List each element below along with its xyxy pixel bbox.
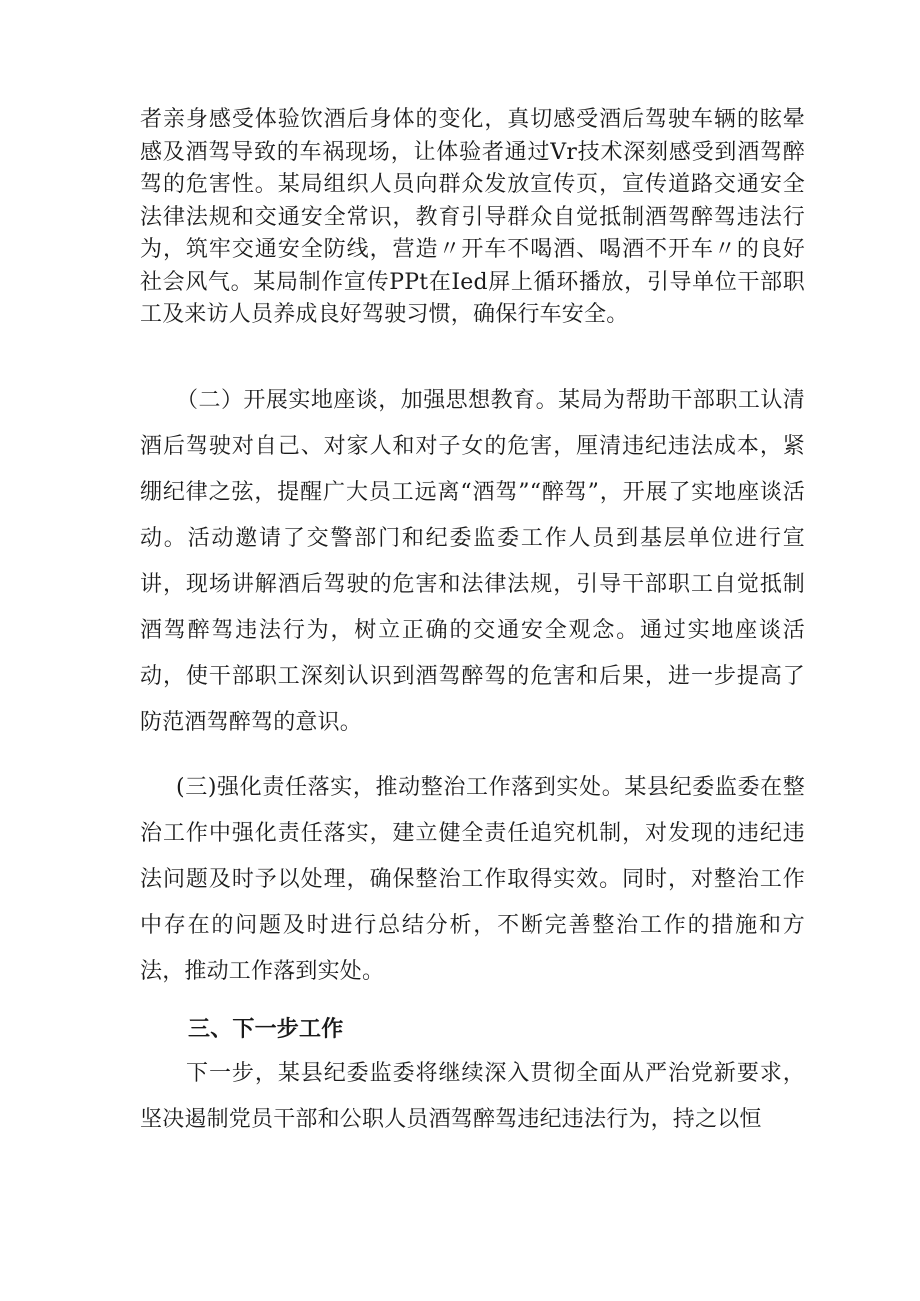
paragraph-next-steps: 下一步，某县纪委监委将继续深入贯彻全面从严治党新要求，坚决遏制党员干部和公职人员酒驾醉驾违纪违法行为，持之以恒 — [140, 1061, 805, 1132]
paragraph-responsibility: (三)强化责任落实，推动整治工作落到实处。某县纪委监委在整治工作中强化责任落实，建立健全责任追究机制，对发现的违纪违法问题及时予以处理，确保整治工作取得实效。同时，对整治工作中存在的问题及时进行总结分析，不断完善整治工作的措施和方法，推动工作落到实处。 — [140, 775, 805, 984]
section-heading-next-steps: 三、下一步工作 — [188, 1016, 344, 1042]
paragraph-onsite-forum: （二）开展实地座谈，加强思想教育。某局为帮助干部职工认清酒后驾驶对自己、对家人和对子女的危害，厘清违纪违法成本，紧绷纪律之弦，提醒广大员工远离“酒驾”“醉驾”，开展了实地座谈活动。活动邀请了交警部门和纪委监委工作人员到基层单位进行宣讲，现场讲解酒后驾驶的危害和法律法规，引导干部职工自觉抵制酒驾醉驾违法行为，树立正确的交通安全观念。通过实地座谈活动，使干部职工深刻认识到酒驾醉驾的危害和后果，进一步提高了防范酒驾醉驾的意识。 — [140, 388, 805, 735]
paragraph-publicity-activities: 者亲身感受体验饮酒后身体的变化，真切感受酒后驾驶车辆的眩晕感及酒驾导致的车祸现场，让体验者通过Vr技术深刻感受到酒驾醉驾的危害性。某局组织人员向群众发放宣传页，宣传道路交通安全法律法规和交通安全常识，教育引导群众自觉抵制酒驾醉驾违法行为，筑牢交通安全防线，营造〃开车不喝酒、喝酒不开车〃的良好社会风气。某局制作宣传PPt在Ied屏上循环播放，引导单位干部职工及来访人员养成良好驾驶习惯，确保行车安全。 — [140, 107, 805, 327]
